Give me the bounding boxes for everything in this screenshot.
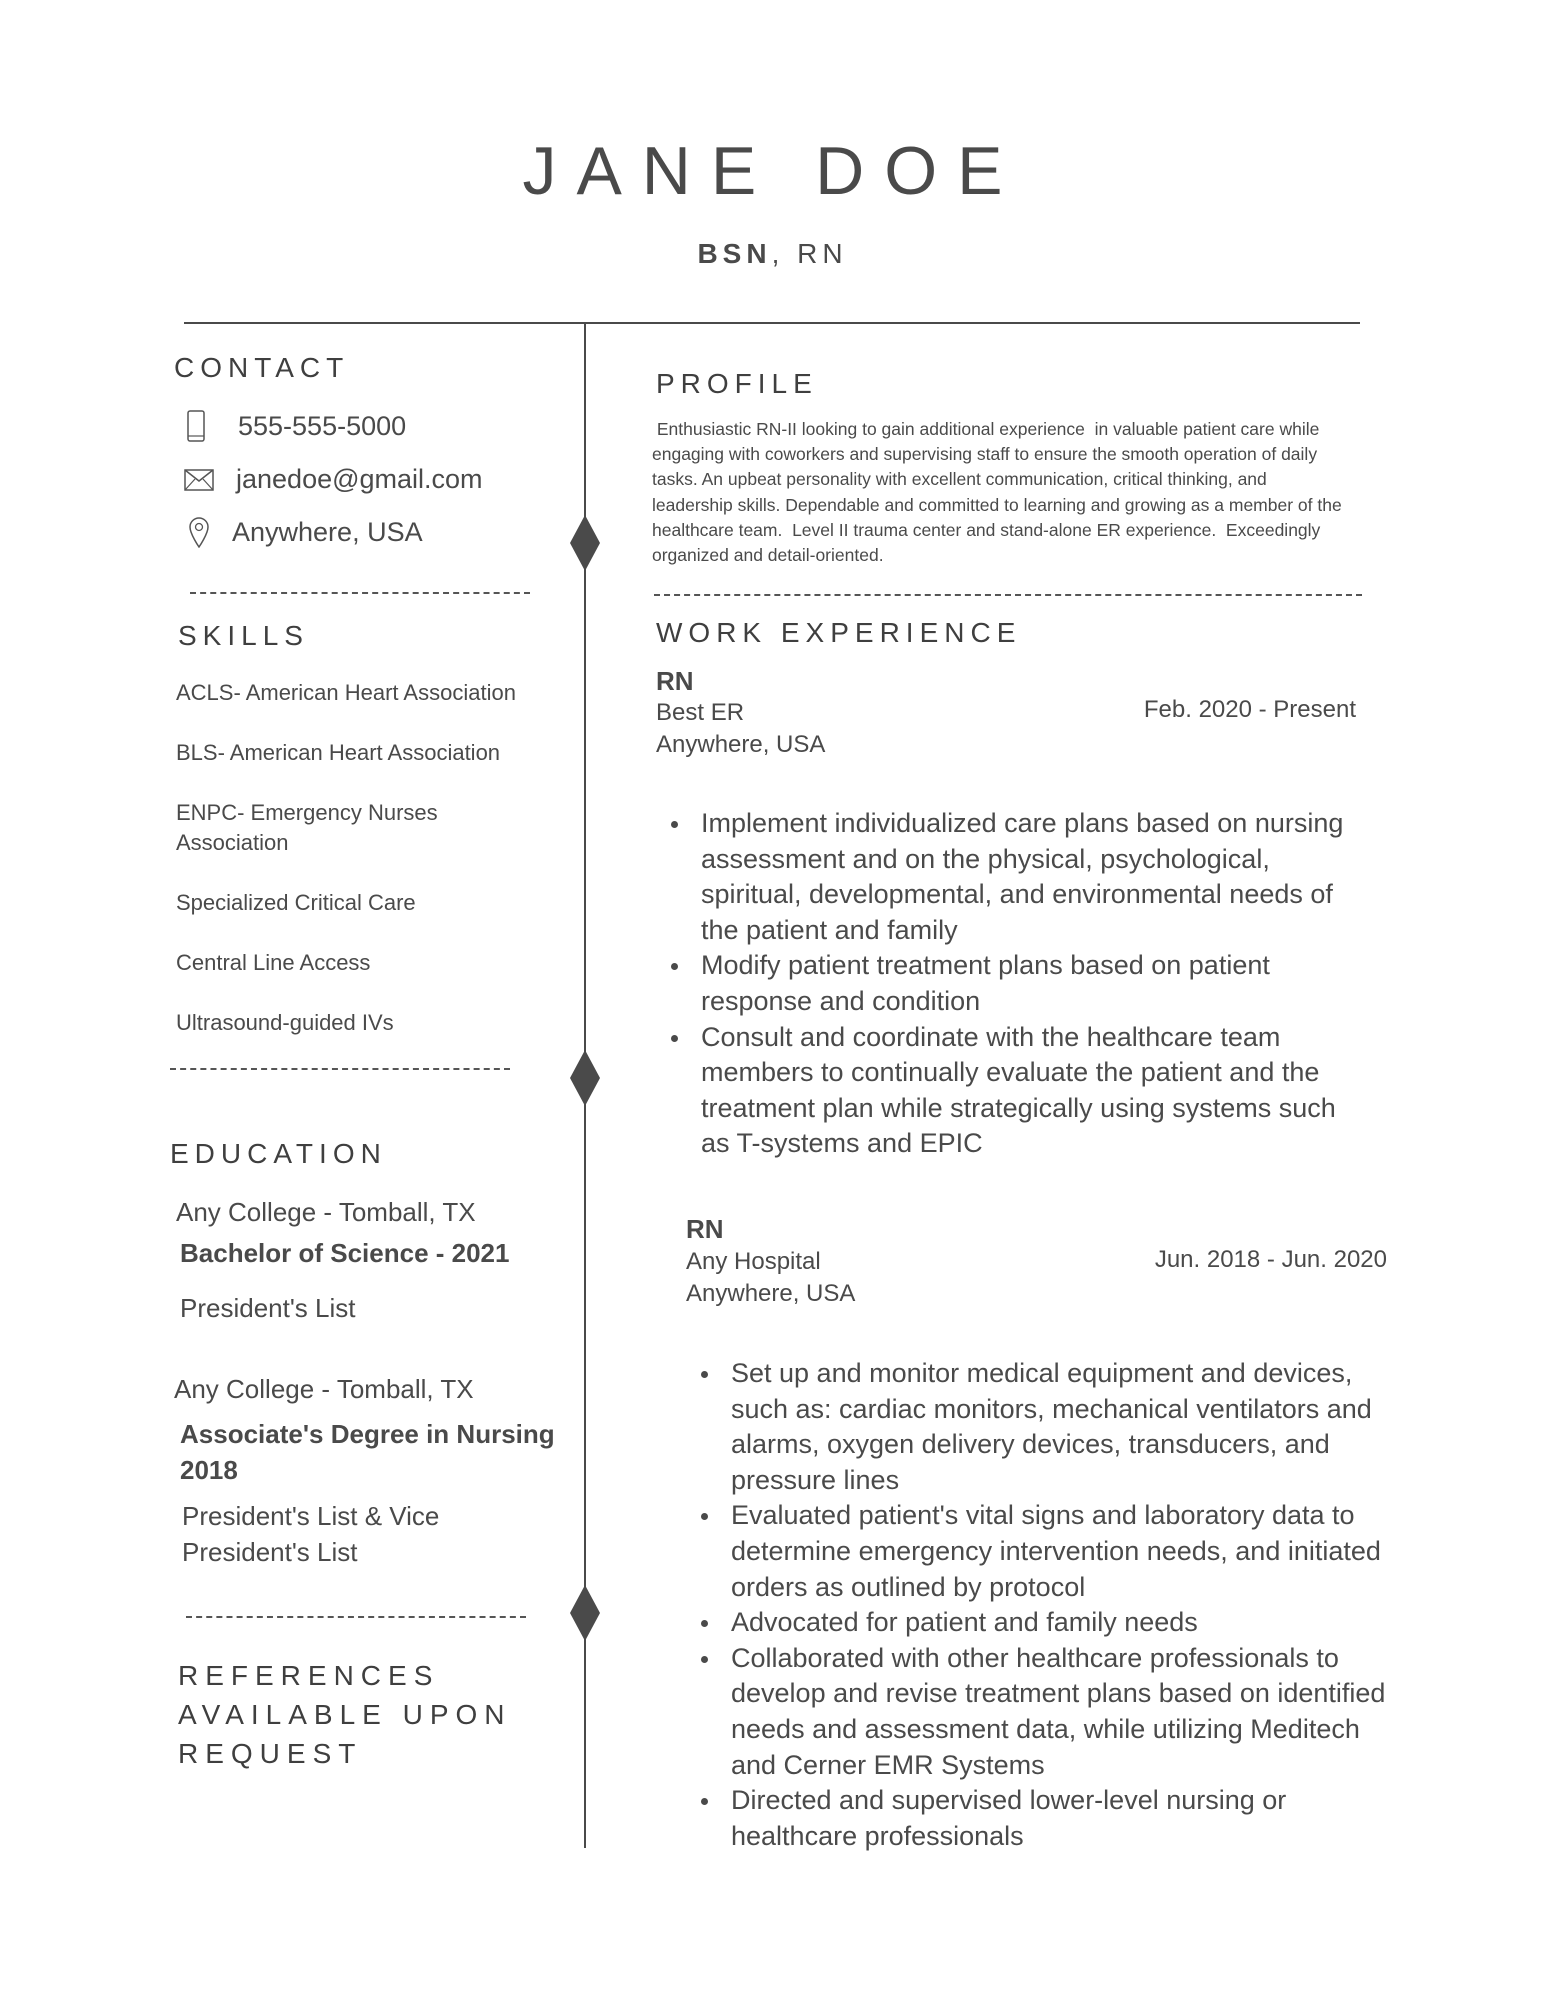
education-honors: President's List	[180, 1293, 356, 1323]
diamond-ornament	[570, 515, 600, 571]
skill-item: Central Line Access	[176, 950, 371, 975]
job-location: Anywhere, USA	[656, 731, 826, 758]
job-duties-list	[656, 806, 1371, 1162]
profile-summary: Enthusiastic RN-II looking to gain additional experience in valuable patient care while engaging with coworkers and supervising staff to ensure the smooth operation of daily tasks. An upbeat personality with excellent communication, critical thinking, and leadership skills. Dependable and committed to learning and growing as a member of the healthcare team. Level II trauma center and stand-alone ER experience. Exceedingly organized and detail-oriented.	[652, 419, 1347, 566]
job-duties-list	[686, 1356, 1396, 1854]
contact-heading: CONTACT	[174, 352, 350, 383]
skill-item: ACLS- American Heart Association	[176, 680, 516, 705]
references-note: REFERENCES AVAILABLE UPON REQUEST	[178, 1660, 512, 1769]
location-text: Anywhere, USA	[232, 516, 423, 547]
resume-name: JANE DOE	[522, 133, 1023, 209]
skills-heading: SKILLS	[178, 620, 309, 651]
dashed-divider	[170, 1068, 510, 1070]
education-degree: Bachelor of Science - 2021	[180, 1238, 510, 1268]
mail-icon	[184, 469, 236, 491]
work-experience-heading: WORK EXPERIENCE	[656, 617, 1022, 648]
phone-icon	[186, 410, 238, 442]
job-title: RN	[686, 1214, 724, 1244]
dashed-divider	[186, 1616, 526, 1618]
credential-degree: BSN	[697, 238, 772, 269]
list-item: Evaluated patient's vital signs and laboratory data to determine emergency intervention needs, and initiated orders as outlined by protocol	[686, 1498, 1396, 1605]
list-item: Directed and supervised lower-level nursing or healthcare professionals	[686, 1783, 1396, 1854]
list-item: Consult and coordinate with the healthcare team members to continually evaluate the patient and the treatment plan while strategically using systems such as T-systems and EPIC	[656, 1020, 1371, 1162]
diamond-ornament	[570, 1585, 600, 1641]
education-school: Any College - Tomball, TX	[174, 1374, 474, 1404]
email-address: janedoe@gmail.com	[236, 464, 483, 494]
list-item: Implement individualized care plans based on nursing assessment and on the physical, psychological, spiritual, developmental, and environmental needs of the patient and family	[656, 806, 1371, 948]
list-item: Set up and monitor medical equipment and devices, such as: cardiac monitors, mechanical ventilators and alarms, oxygen delivery devices, transducers, and pressure lines	[686, 1356, 1396, 1498]
skill-item: BLS- American Heart Association	[176, 740, 501, 765]
education-heading: EDUCATION	[170, 1138, 387, 1169]
contact-location	[188, 516, 423, 548]
dashed-divider	[654, 594, 1362, 596]
diamond-ornament	[570, 1050, 600, 1106]
job-dates: Feb. 2020 - Present	[1143, 696, 1356, 723]
contact-phone	[186, 410, 406, 442]
education-degree: Associate's Degree in Nursing 2018	[180, 1419, 555, 1485]
job-location: Anywhere, USA	[686, 1280, 856, 1307]
credential-license: , RN	[771, 238, 848, 269]
education-school: Any College - Tomball, TX	[176, 1197, 476, 1227]
location-pin-icon	[188, 516, 232, 548]
profile-heading: PROFILE	[656, 368, 818, 399]
job-employer: Best ER	[656, 699, 745, 726]
list-item: Collaborated with other healthcare professionals to develop and revise treatment plans based on identified needs and assessment data, while utilizing Meditech and Cerner EMR Systems	[686, 1641, 1396, 1783]
contact-email	[184, 464, 483, 495]
education-honors: President's List & Vice President's List	[182, 1501, 440, 1567]
credentials	[0, 238, 1545, 270]
header-divider	[184, 322, 1360, 324]
skill-item: ENPC- Emergency Nurses Association	[176, 800, 438, 855]
job-employer: Any Hospital	[686, 1248, 821, 1275]
job-title: RN	[656, 666, 694, 696]
dashed-divider	[190, 592, 530, 594]
job-dates: Jun. 2018 - Jun. 2020	[1154, 1246, 1387, 1273]
phone-number: 555-555-5000	[238, 410, 407, 441]
list-item: Modify patient treatment plans based on patient response and condition	[656, 948, 1371, 1019]
skill-item: Specialized Critical Care	[176, 890, 416, 915]
list-item: Advocated for patient and family needs	[686, 1605, 1396, 1641]
skill-item: Ultrasound-guided IVs	[176, 1010, 394, 1035]
